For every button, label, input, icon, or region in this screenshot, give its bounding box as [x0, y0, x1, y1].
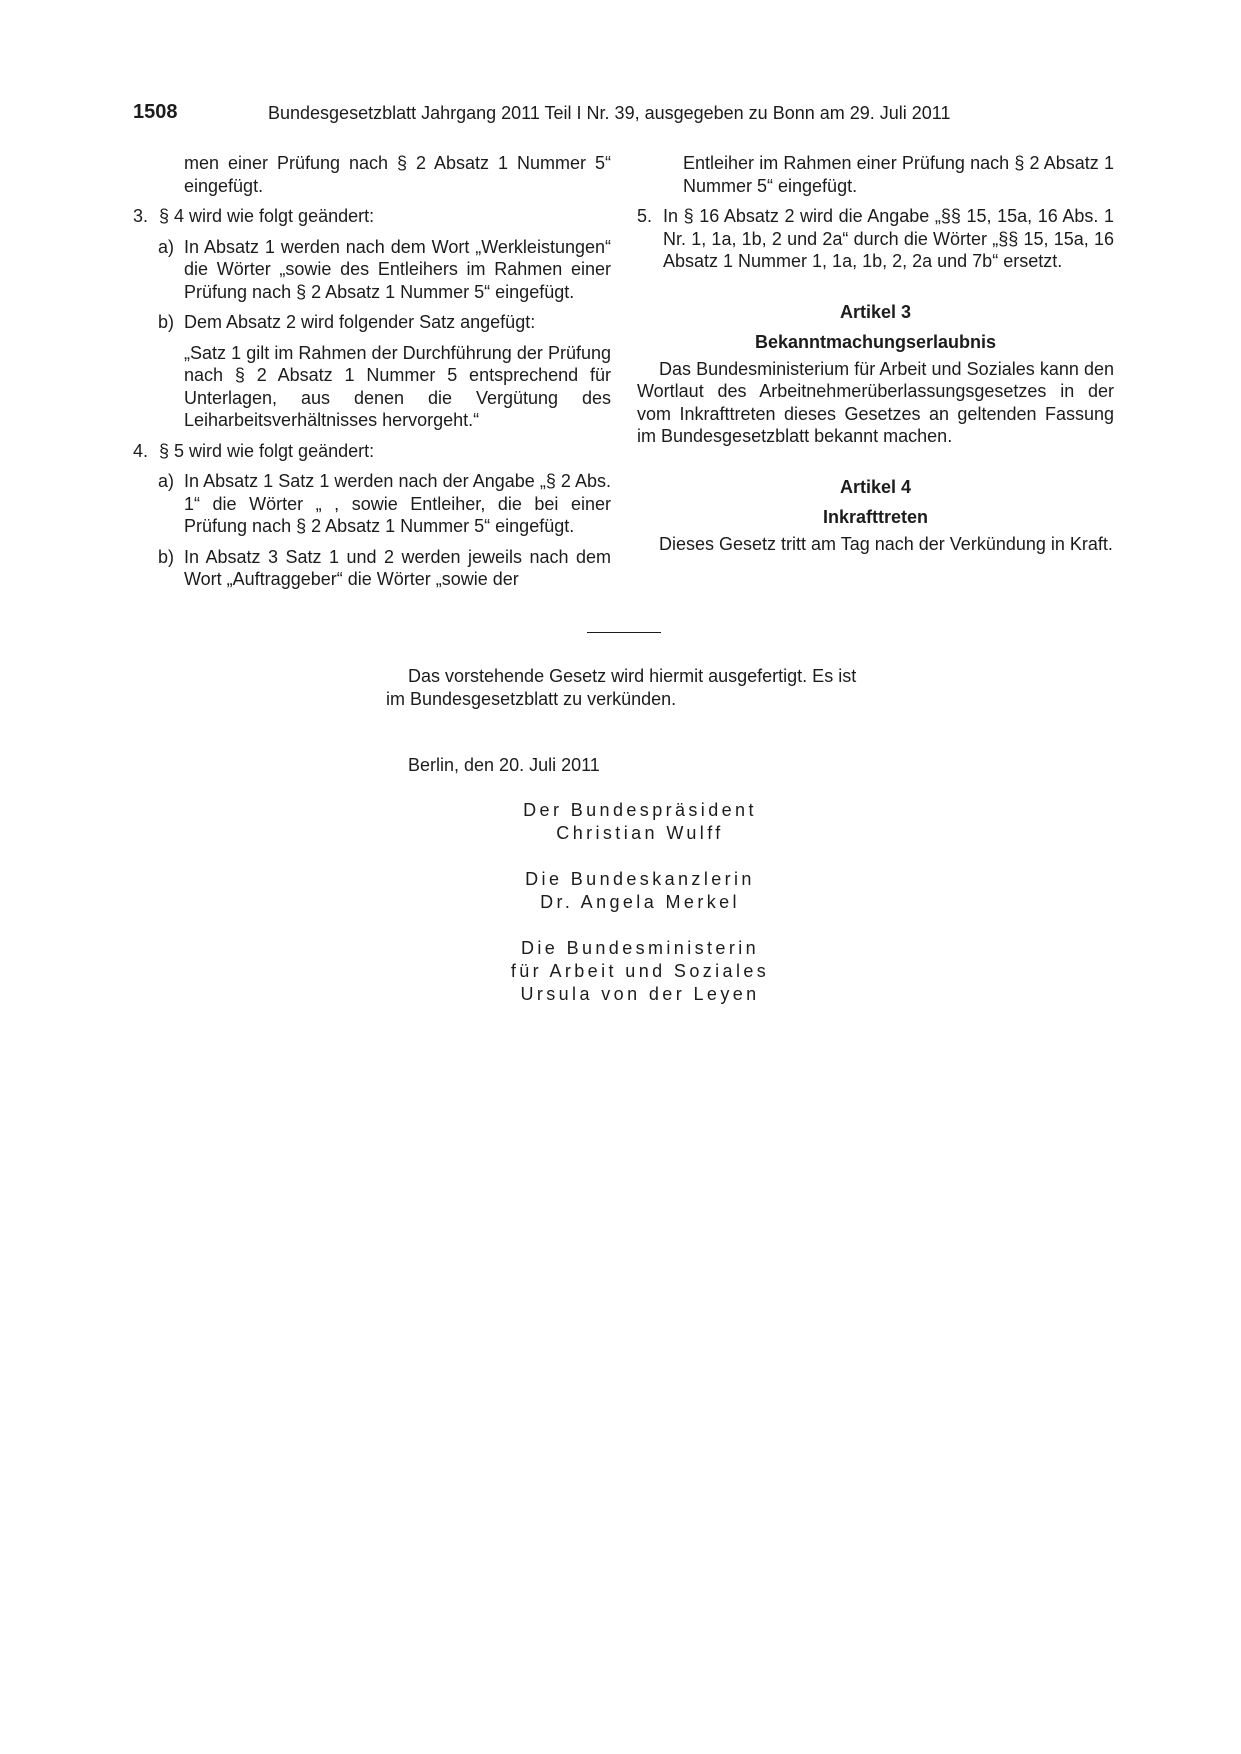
article-4-title: Inkrafttreten [822, 507, 929, 527]
article-4-text: Dieses Gesetz tritt am Tag nach der Verkündung in Kraft. [659, 533, 1113, 554]
article-3-title: Bekanntmachungserlaubnis [754, 332, 997, 352]
page-number: 1508 [133, 101, 178, 123]
signatory-role: Der Bundespräsident [523, 800, 757, 820]
signatory-role-line2: für Arbeit und Soziales [510, 961, 770, 981]
item-number: 5. [637, 206, 653, 226]
sub-item-text: In Absatz 1 werden nach dem Wort „Werkleistungen“ die Wörter „sowie des Entleihers im Rahmen einer Prüfung nach § 2 Absatz 1 Nummer 5“ eingefügt. [184, 236, 611, 302]
promulgation-clause [386, 665, 861, 710]
signature-blocks [440, 799, 840, 1029]
signatory-name: Christian Wulff [556, 823, 724, 843]
inserted-sentence-quote: „Satz 1 gilt im Rahmen der Durchführung der Prüfung nach § 2 Absatz 1 Nummer 5 entsprechend für Unterlagen, aus denen die Vergütung des Leiharbeitsverhältnisses hervorgeht.“ [184, 342, 611, 430]
signature-president [440, 799, 840, 845]
sub-item-text: Dem Absatz 2 wird folgender Satz angefügt: [184, 312, 536, 332]
signatory-role: Die Bundesministerin [520, 938, 760, 958]
item-text: § 4 wird wie folgt geändert: [159, 206, 375, 226]
promulgation-text: Das vorstehende Gesetz wird hiermit ausgefertigt. Es ist im Bundesgesetzblatt zu verkünden. [386, 666, 857, 709]
sub-item-text: In Absatz 3 Satz 1 und 2 werden jeweils nach dem Wort „Auftraggeber“ die Wörter „sowie der [184, 546, 611, 589]
signatory-name: Ursula von der Leyen [520, 984, 760, 1004]
continuation-text: men einer Prüfung nach § 2 Absatz 1 Nummer 5“ eingefügt. [184, 153, 611, 196]
sub-item-3b [133, 311, 611, 334]
left-column [133, 152, 611, 591]
list-item-3 [133, 205, 611, 228]
place-and-date: Berlin, den 20. Juli 2011 [408, 755, 600, 775]
signature-chancellor [440, 868, 840, 914]
sub-item-label: b) [158, 546, 175, 567]
list-item-4 [133, 440, 611, 463]
section-divider [587, 632, 661, 633]
sub-item-label: a) [158, 471, 175, 491]
continuation-text: Entleiher im Rahmen einer Prüfung nach § 2 Absatz 1 Nummer 5“ eingefügt. [683, 153, 1114, 196]
signatory-role: Die Bundeskanzlerin [525, 869, 755, 889]
item-text: § 5 wird wie folgt geändert: [159, 440, 375, 461]
right-column [637, 152, 1114, 555]
article-3-text: Das Bundesministerium für Arbeit und Soziales kann den Wortlaut des Arbeitnehmerüberlassungsgesetzes in der vom Inkrafttreten dieses Gesetzes an geltenden Fassung im Bundesgesetzblatt bekannt machen. [637, 358, 1114, 446]
sub-item-4a [133, 470, 611, 538]
signatory-name: Dr. Angela Merkel [540, 892, 740, 912]
item-number: 3. [133, 206, 149, 226]
article-4-number: Artikel 4 [839, 476, 912, 497]
sub-item-text: In Absatz 1 Satz 1 werden nach der Angabe „§ 2 Abs. 1“ die Wörter „ , sowie Entleiher, die bei einer Prüfung nach § 2 Absatz 1 Nummer 5“ eingefügt. [184, 471, 611, 536]
sub-item-label: b) [158, 312, 175, 332]
item-number: 4. [133, 440, 149, 461]
article-3-number: Artikel 3 [839, 301, 912, 322]
list-item-5 [637, 205, 1114, 273]
gazette-header: Bundesgesetzblatt Jahrgang 2011 Teil I Nr. 39, ausgegeben zu Bonn am 29. Juli 2011 [268, 103, 951, 123]
sub-item-label: a) [158, 236, 175, 257]
sub-item-3a [133, 236, 611, 304]
item-text: In § 16 Absatz 2 wird die Angabe „§§ 15, 15a, 16 Abs. 1 Nr. 1, 1a, 1b, 2 und 2a“ durch die Wörter „§§ 15, 15a, 16 Absatz 1 Nummer 1, 1a, 1b, 2, 2a und 7b“ ersetzt. [663, 206, 1114, 271]
signature-minister [440, 937, 840, 1006]
sub-item-4b [133, 546, 611, 591]
